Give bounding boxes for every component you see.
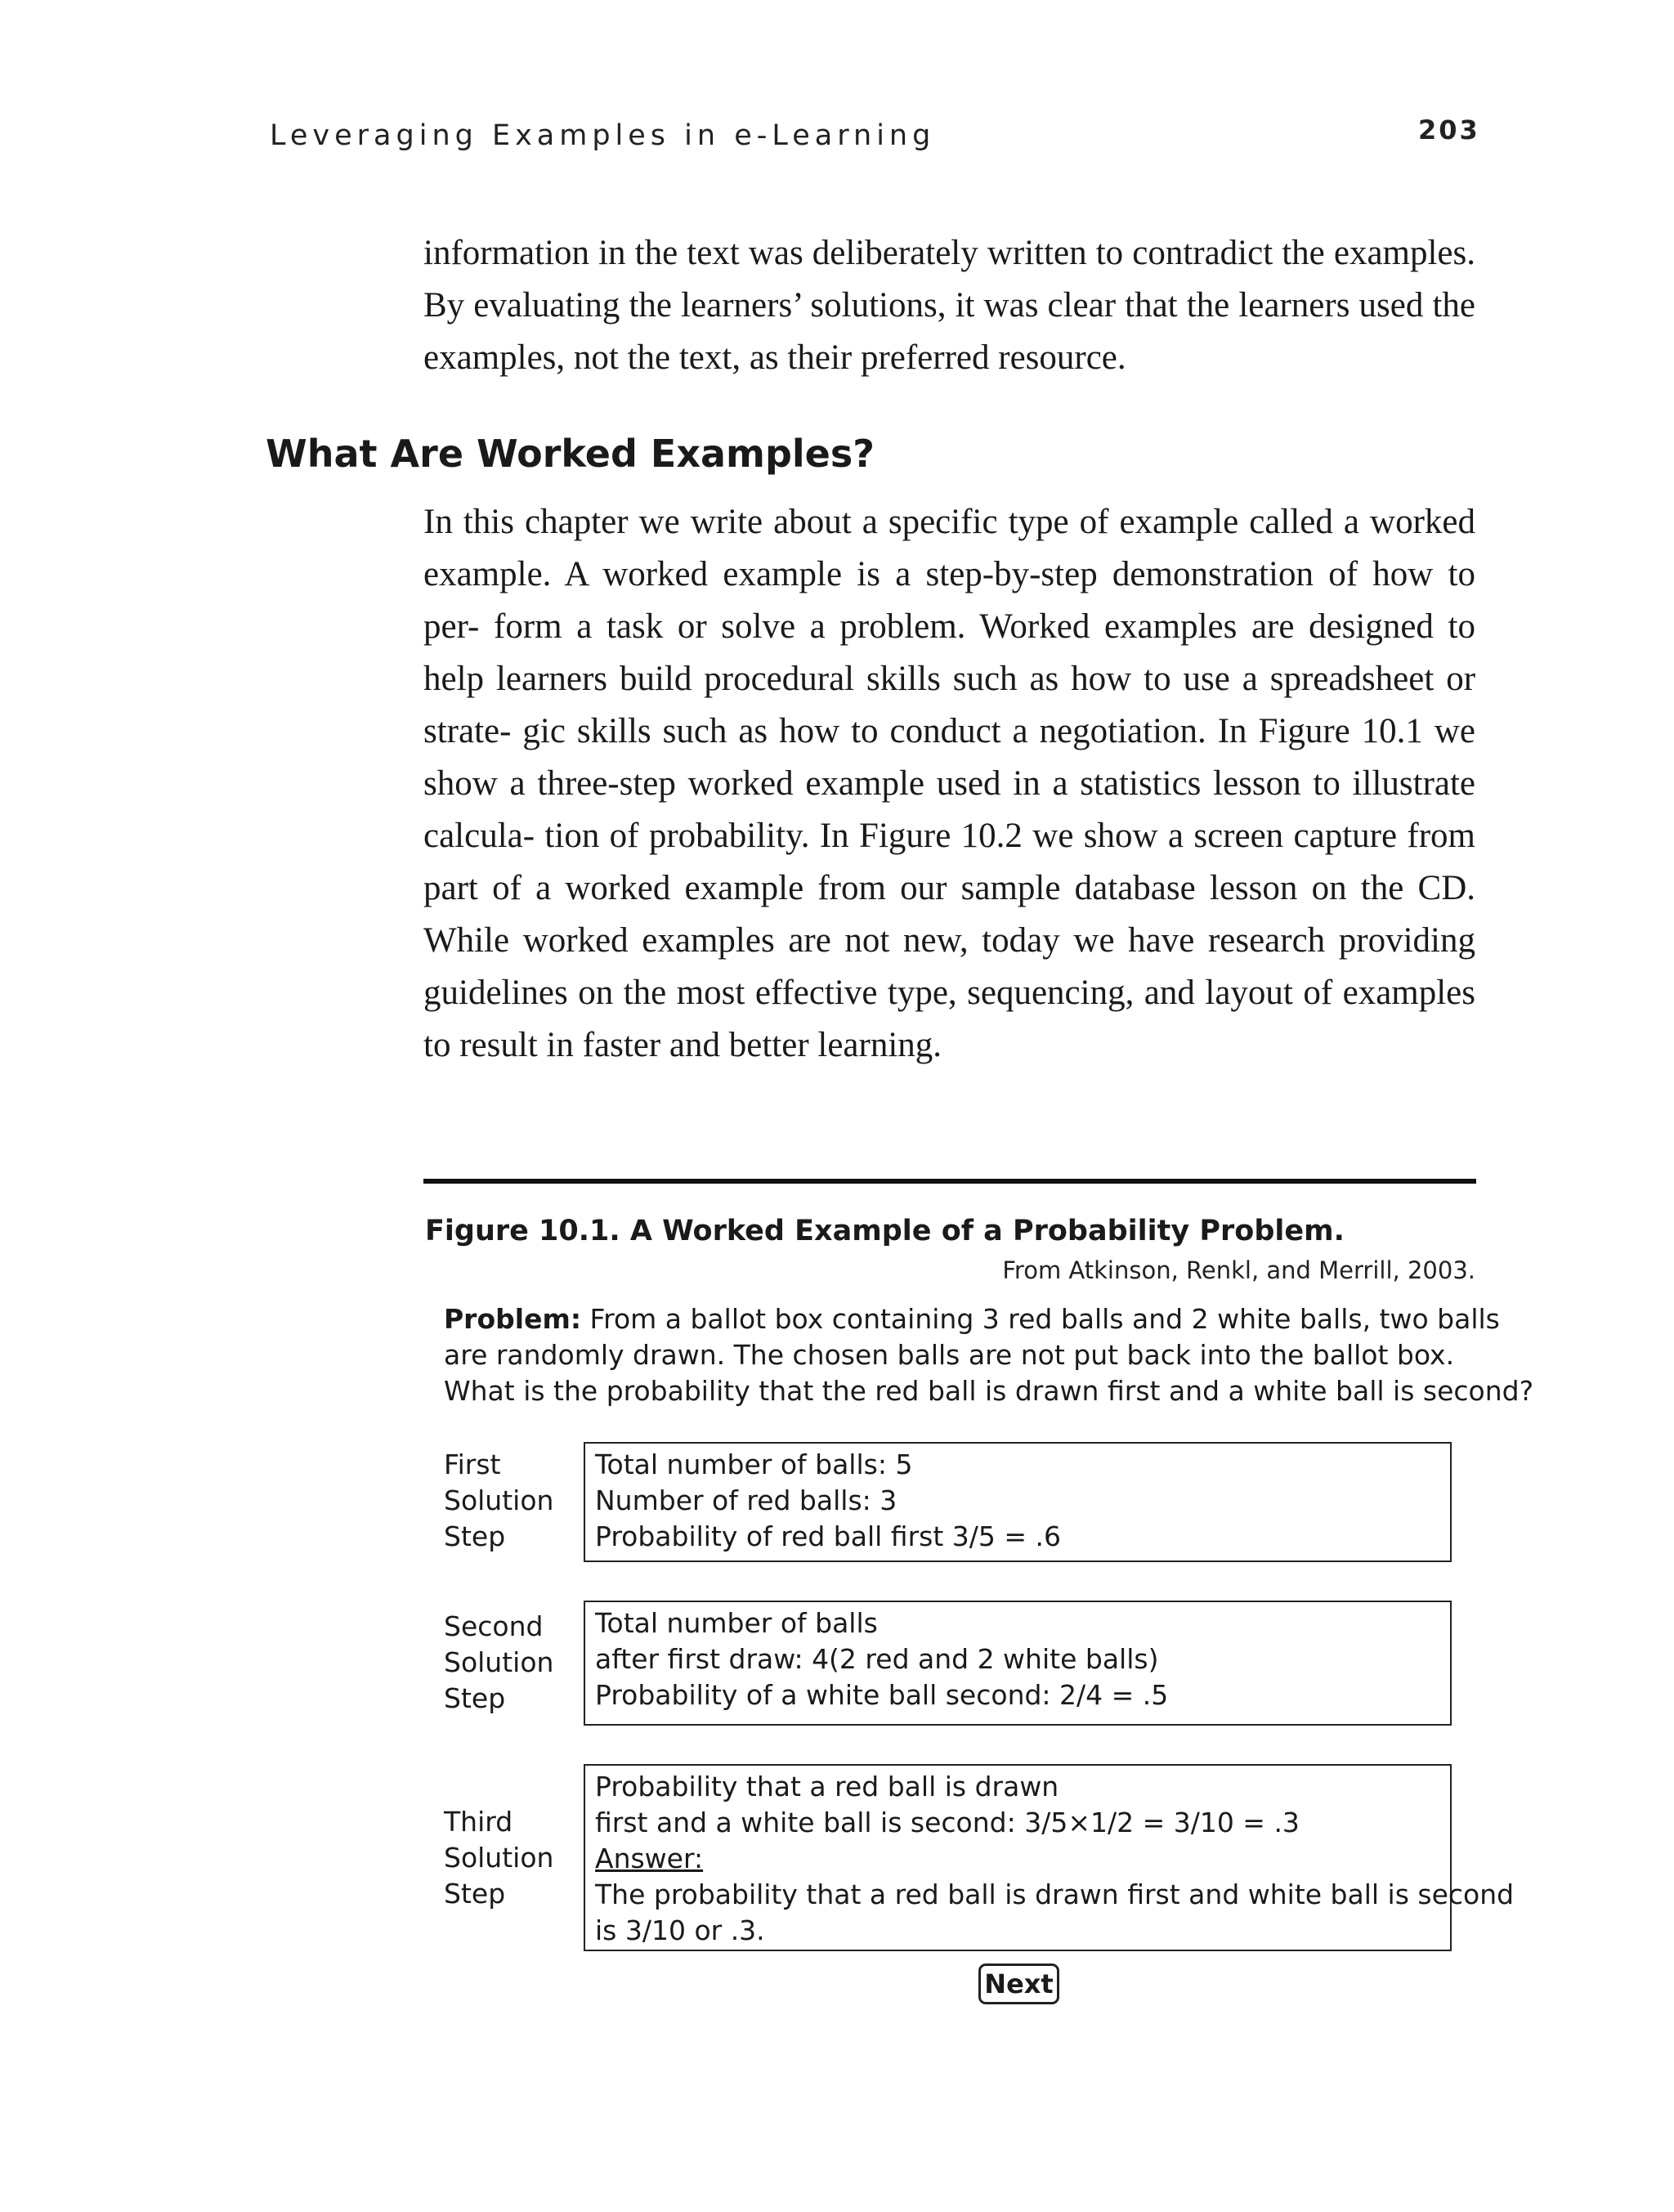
figure-caption: Figure 10.1. A Worked Example of a Probability Problem. <box>425 1215 1345 1247</box>
paragraph-line: faster and better learning. <box>582 1026 942 1064</box>
step-label-line: First <box>444 1449 501 1480</box>
step-label-line: Solution <box>444 1842 554 1874</box>
step-box-second <box>584 1601 1452 1726</box>
paragraph-line: on the most effective type, sequencing, and layout of examples to result in <box>423 974 1476 1064</box>
paragraph-line: In this chapter we write about a specific type of example called a worked <box>423 503 1475 541</box>
step-line: after first draw: 4(2 red and 2 white balls) <box>595 1643 1159 1675</box>
step-line: first and a white ball is second: 3/5×1/2 = 3/10 = .3 <box>595 1807 1300 1838</box>
step-label-line: Third <box>444 1806 513 1838</box>
step-label-line: Solution <box>444 1646 554 1678</box>
step-label-line: Solution <box>444 1484 554 1516</box>
paragraph-line: gic skills such as how to conduct a negotiation. In Figure 10.1 we show a <box>423 712 1475 803</box>
step-line: Total number of balls <box>595 1607 878 1639</box>
step-line: Probability of a white ball second: 2/4 = .5 <box>595 1679 1169 1711</box>
paragraph-line: examples, not the text, as their preferred resource. <box>423 338 1126 377</box>
problem-line <box>444 1301 1500 1337</box>
step-box-third <box>584 1764 1515 1951</box>
step-label-line: Step <box>444 1520 506 1552</box>
paragraph-line: form a task or solve a problem. Worked examples are designed to help <box>423 607 1476 698</box>
figure-rule <box>423 1179 1476 1184</box>
problem-text: From a ballot box containing 3 red balls and 2 white balls, two balls <box>581 1303 1500 1335</box>
section-heading: What Are Worked Examples? <box>266 432 875 476</box>
paragraph-line: tion of probability. In Figure 10.2 we show a screen capture from part <box>423 817 1475 907</box>
step-label-second <box>444 1609 566 1717</box>
step-label-line: Step <box>444 1878 506 1910</box>
step-box-first <box>584 1442 1452 1562</box>
step-label-first <box>444 1447 566 1555</box>
step-line: Probability that a red ball is drawn <box>595 1771 1059 1802</box>
paragraph-line: By evaluating the learners’ solutions, it was clear that the learners used the <box>423 286 1475 325</box>
problem-statement <box>444 1301 1534 1409</box>
step-line: Number of red balls: 3 <box>595 1484 897 1516</box>
running-head: Leveraging Examples in e-Learning <box>270 119 936 152</box>
paragraph-line: learners build procedural skills such as how to use a spreadsheet or strate- <box>423 660 1476 750</box>
figure-source: From Atkinson, Renkl, and Merrill, 2003. <box>1002 1256 1475 1284</box>
paragraph-line: information in the text was deliberately written to contradict the examples. <box>423 234 1475 272</box>
step-line: Probability of red ball first 3/5 = .6 <box>595 1520 1062 1552</box>
paragraph-line: worked examples are not new, today we have research providing guidelines <box>423 921 1476 1012</box>
step-line: is 3/10 or .3. <box>595 1914 765 1946</box>
problem-line: What is the probability that the red ball is drawn first and a white ball is second? <box>444 1375 1534 1407</box>
paragraph-line: of a worked example from our sample database lesson on the CD. While <box>423 869 1475 960</box>
intro-paragraph <box>423 227 1475 384</box>
step-label-line: Second <box>444 1610 544 1642</box>
page-number: 203 <box>1418 114 1480 146</box>
answer-label: Answer: <box>595 1843 704 1874</box>
step-line: The probability that a red ball is drawn first and white ball is second <box>595 1878 1515 1910</box>
problem-line: are randomly drawn. The chosen balls are not put back into the ballot box. <box>444 1339 1455 1371</box>
problem-label: Problem: <box>444 1303 582 1335</box>
paragraph-line: example. A worked example is a step-by-step demonstration of how to per- <box>423 555 1475 646</box>
next-button[interactable]: Next <box>978 1963 1059 2004</box>
paragraph-line: three-step worked example used in a statistics lesson to illustrate calcula- <box>423 764 1476 855</box>
section-paragraph <box>423 496 1475 1072</box>
step-label-third <box>444 1804 566 1912</box>
step-label-line: Step <box>444 1682 506 1714</box>
step-line: Total number of balls: 5 <box>595 1449 913 1480</box>
